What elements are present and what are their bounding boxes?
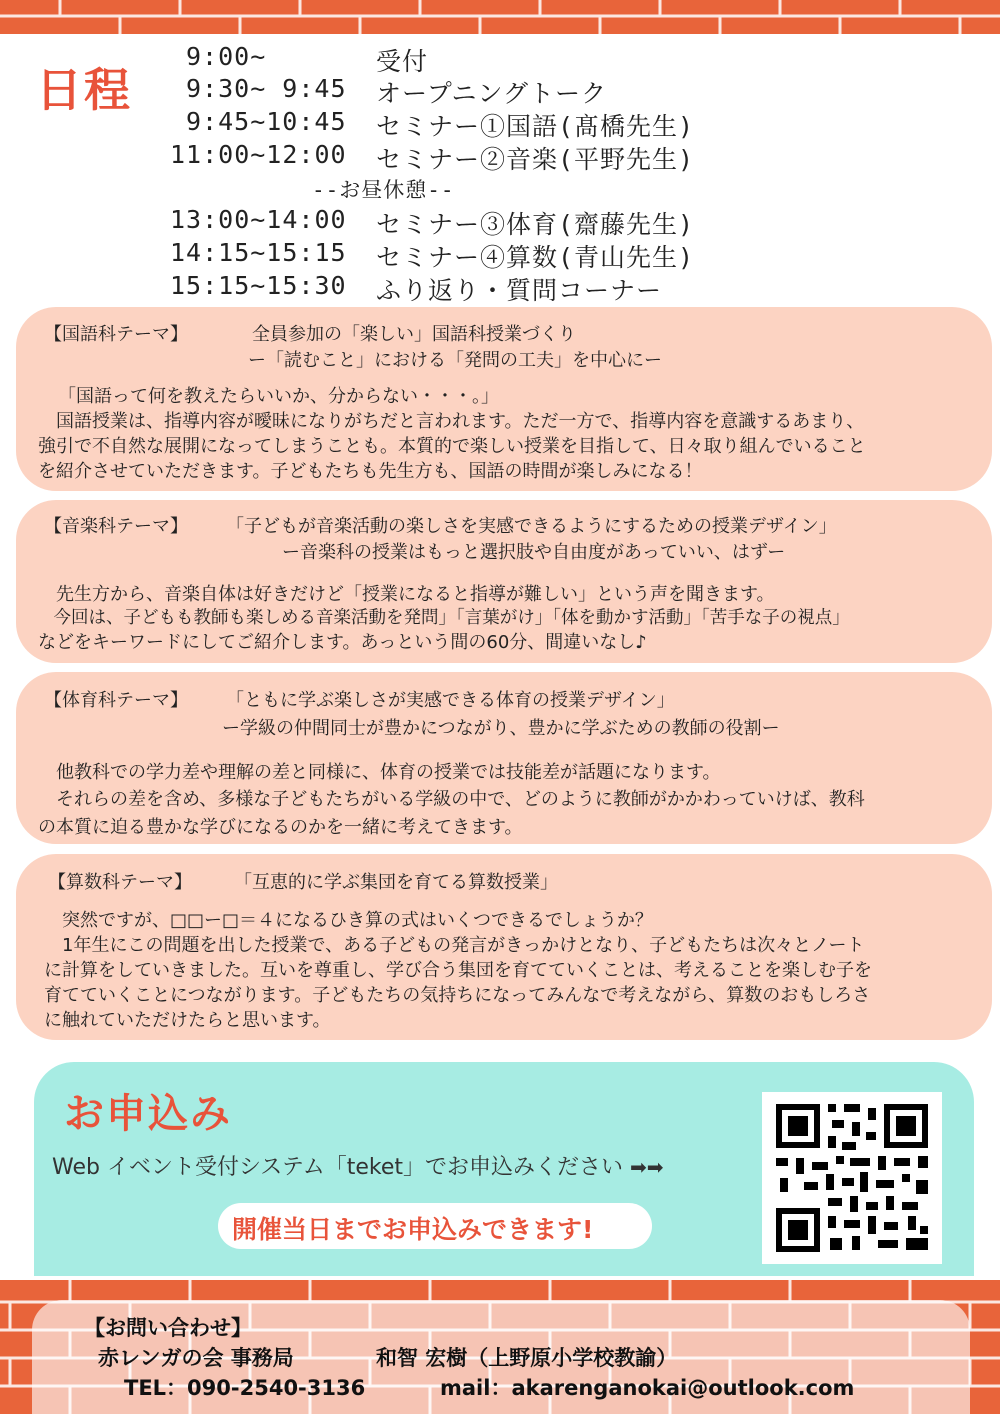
apply-instructions [52,1150,664,1181]
theme-title-taiiku: 「ともに学ぶ楽しさが実感できる体育の授業デザイン」 [226,690,675,711]
theme-card-sansu [16,854,992,1040]
apply-deadline-text: 開催当日までお申込みできます! [232,1215,594,1244]
schedule-time-6: 13:00~14:00 [170,205,347,234]
theme-body-line: 強引で不自然な展開になってしまうことも。本質的で楽しい授業を目指して、日々取り組んでいること [38,436,866,457]
schedule-event-8: ふり返り・質問コーナー [376,276,663,305]
schedule-title: 日程 [36,63,132,117]
theme-body-line: 先生方から、音楽自体は好きだけど「授業になると指導が難しい」という声を聞きます。 [38,584,775,605]
contact-org: 赤レンガの会 事務局 [98,1346,294,1370]
theme-card-ongaku [16,500,992,663]
schedule-time-1: 9:00~ [186,42,267,71]
theme-label-taiiku: 【体育科テーマ】 [44,690,188,711]
schedule-time-2: 9:30~ 9:45 [186,74,347,103]
schedule-event-7: セミナー④算数(青山先生) [376,243,695,272]
qr-code-graphic [762,1092,942,1264]
theme-body-line: に触れていただけたらと思います。 [44,1010,331,1031]
apply-title: お申込み [64,1091,232,1137]
theme-subtitle-kokugo: ー「読むこと」における「発問の工夫」を中心にー [248,350,662,371]
theme-label-sansu: 【算数科テーマ】 [48,872,192,893]
theme-subtitle-taiiku: ー学級の仲間同士が豊かにつながり、豊かに学ぶための教師の役割ー [222,718,780,739]
theme-body-line: などをキーワードにしてご紹介します。あっという間の60分、間違いなし♪ [38,632,647,653]
contact-tel[interactable]: TEL：090-2540-3136 [124,1376,366,1400]
schedule-lunch-break: --お昼休憩-- [312,178,455,202]
theme-body-line: 「国語って何を教えたらいいか、分からない・・・。」 [58,386,499,407]
schedule-time-8: 15:15~15:30 [170,271,347,300]
theme-card-kokugo [16,307,992,491]
theme-card-taiiku [16,672,992,844]
contact-heading: 【お問い合わせ】 [84,1316,252,1340]
theme-label-kokugo: 【国語科テーマ】 [44,324,188,345]
theme-label-ongaku: 【音楽科テーマ】 [44,516,188,537]
schedule-time-3: 9:45~10:45 [186,107,347,136]
theme-title-kokugo: 全員参加の「楽しい」国語科授業づくり [252,324,576,345]
theme-body-line: それらの差を含め、多様な子どもたちがいる学級の中で、どのように教師がかかわっていけば、教科 [38,789,865,810]
contact-mail[interactable]: mail：akarenganokai@outlook.com [440,1376,855,1400]
apply-text: Web イベント受付システム「teket」でお申込みください [52,1155,624,1180]
schedule-time-4: 11:00~12:00 [170,140,347,169]
theme-body-line: 1年生にこの問題を出した授業で、ある子どもの発言がきっかけとなり、子どもたちは次々とノート [44,935,865,956]
theme-body-line: 今回は、子どもも教師も楽しめる音楽活動を発問」「言葉がけ」「体を動かす活動」「苦手な子の視点」 [36,608,850,628]
brick-border-top [0,0,1000,34]
theme-title-ongaku: 「子どもが音楽活動の楽しさを実感できるようにするための授業デザイン」 [226,516,837,537]
theme-body-line: を紹介させていただきます。子どもたちも先生方も、国語の時間が楽しみになる！ [38,461,703,482]
arrow-right-icon: ➡➡ [630,1155,664,1179]
theme-body-line: 突然ですが、□□ー□＝４になるひき算の式はいくつできるでしょうか？ [44,910,653,931]
theme-body-line: 育てていくことにつながります。子どもたちの気持ちになってみんなで考えながら、算数のおもしろさ [44,985,871,1006]
theme-body-line: の本質に迫る豊かな学びになるのかを一緒に考えてきます。 [38,817,523,838]
theme-body-line: 国語授業は、指導内容が曖昧になりがちだと言われます。ただ一方で、指導内容を意識するあまり、 [38,411,865,432]
theme-subtitle-ongaku: ー音楽科の授業はもっと選択肢や自由度があっていい、はずー [282,542,786,563]
schedule-event-6: セミナー③体育(齋藤先生) [376,210,695,239]
schedule-event-1: 受付 [376,47,429,76]
qr-code-icon[interactable] [762,1092,942,1264]
theme-body-line: に計算をしていきました。互いを尊重し、学び合う集団を育てていくことは、考えることを楽しむ子を [44,960,872,981]
schedule-time-7: 14:15~15:15 [170,238,347,267]
schedule-event-2: オープニングトーク [376,79,608,108]
schedule-event-4: セミナー②音楽(平野先生) [376,145,695,174]
contact-person: 和智 宏樹（上野原小学校教諭） [376,1346,678,1370]
brick-pattern-top [0,0,1000,34]
theme-body-line: 他教科での学力差や理解の差と同様に、体育の授業では技能差が話題になります。 [38,762,721,783]
theme-title-sansu: 「互恵的に学ぶ集団を育てる算数授業」 [234,872,558,893]
schedule-event-3: セミナー①国語(髙橋先生) [376,112,695,141]
